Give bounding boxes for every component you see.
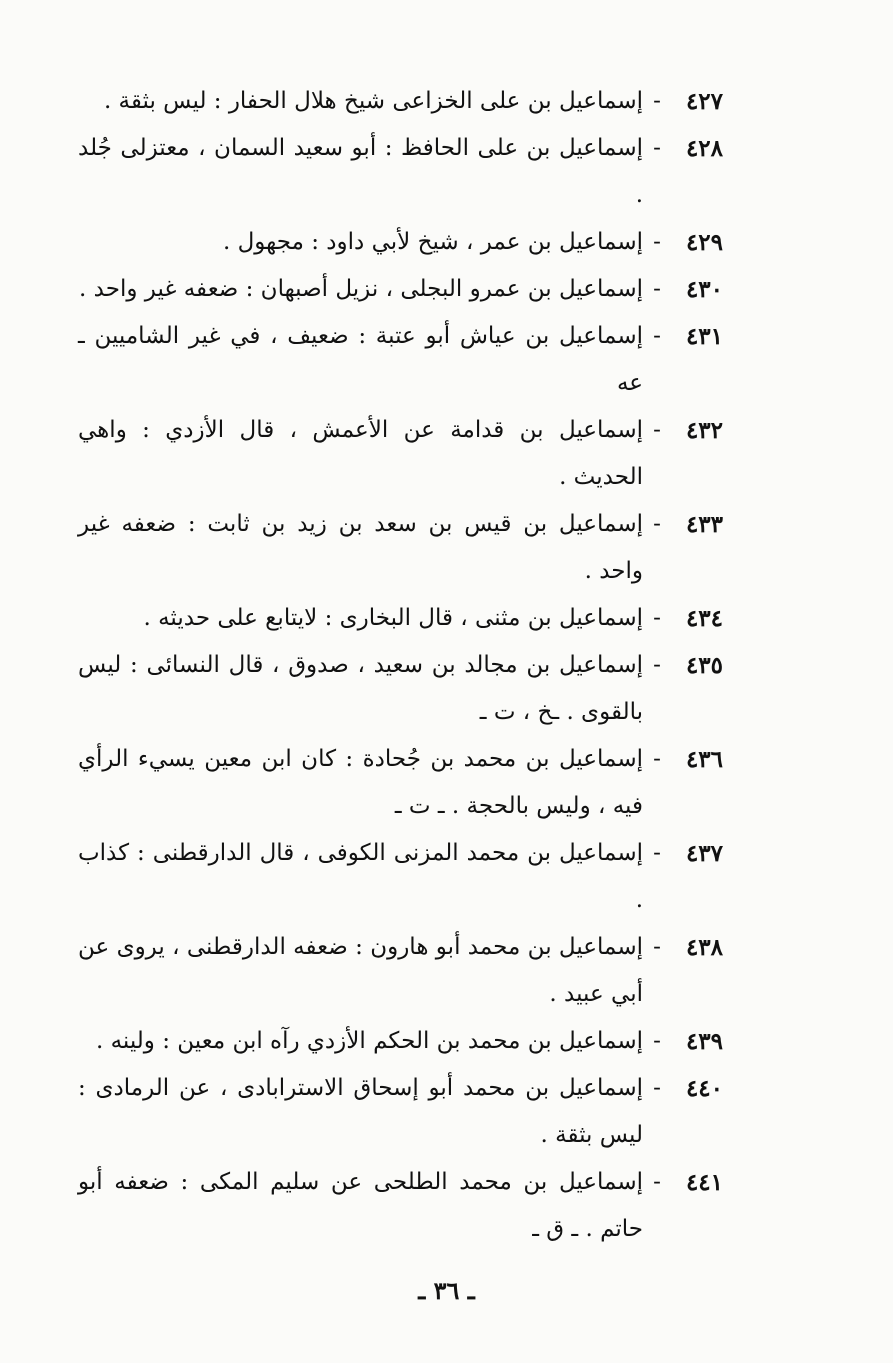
entry-row [78,266,723,313]
entry-list [78,78,723,1253]
page-number: ـ ٣٦ ـ [418,1276,475,1305]
entry-text: إسماعيل بن على الحافظ : أبو سعيد السمان ، معتزلى جُلد . [78,135,643,208]
entry-number: ٤٣٢ [685,417,723,444]
entry-number: ٤٣٦ [685,746,723,773]
entry-separator: - [653,135,661,161]
entry-text: إسماعيل بن عمرو البجلى ، نزيل أصبهان : ضعفه غير واحد . [79,276,643,302]
entry-row [78,830,723,924]
entry-number: ٤٣٠ [685,276,723,303]
entry-row [78,219,723,266]
entry-text: إسماعيل بن محمد بن الحكم الأزدي رآه ابن معين : ولينه . [95,1028,643,1054]
entry-separator: - [653,934,661,960]
entry-text: إسماعيل بن على الخزاعى شيخ هلال الحفار : ليس بثقة . [103,88,643,114]
entry-number: ٤٣٥ [685,652,723,679]
entry-row [78,1065,723,1159]
entry-text: إسماعيل بن مجالد بن سعيد ، صدوق ، قال النسائى : ليس بالقوى . ـخ ، ت ـ [78,652,643,725]
entry-separator: - [653,605,661,631]
entry-separator: - [653,652,661,678]
entry-text: إسماعيل بن عياش أبو عتبة : ضعيف ، في غير الشاميين ـ عه [78,323,643,396]
entry-separator: - [653,323,661,349]
entry-separator: - [653,276,661,302]
entry-separator: - [653,511,661,537]
entry-number: ٤٤٠ [685,1075,723,1102]
entry-number: ٤٢٩ [685,229,723,256]
entry-text: إسماعيل بن محمد المزنى الكوفى ، قال الدارقطنى : كذاب . [78,840,643,913]
entry-text: إسماعيل بن قيس بن سعد بن زيد بن ثابت : ضعفه غير واحد . [78,511,643,584]
entry-number: ٤٣٨ [685,934,723,961]
entry-row [78,1018,723,1065]
entry-row [78,78,723,125]
entry-separator: - [653,840,661,866]
entry-row [78,125,723,219]
entry-separator: - [653,746,661,772]
entry-row [78,313,723,407]
entry-row [78,736,723,830]
entry-text: إسماعيل بن محمد الطلحى عن سليم المكى : ضعفه أبو حاتم . ـ ق ـ [78,1169,643,1242]
entry-number: ٤٣٣ [685,511,723,538]
entry-number: ٤٤١ [685,1169,723,1196]
entry-text: إسماعيل بن محمد أبو هارون : ضعفه الدارقطنى ، يروى عن أبي عبيد . [78,934,643,1007]
entry-number: ٤٣٩ [685,1028,723,1055]
entry-separator: - [653,229,661,255]
entry-number: ٤٣١ [685,323,723,350]
entry-row [78,924,723,1018]
entry-row [78,1159,723,1253]
entry-separator: - [653,1075,661,1101]
entry-row [78,642,723,736]
entry-row [78,595,723,642]
entry-text: إسماعيل بن مثنى ، قال البخارى : لايتابع على حديثه . [143,605,643,631]
entry-text: إسماعيل بن عمر ، شيخ لأبي داود : مجهول . [222,229,643,255]
entry-number: ٤٣٤ [685,605,723,632]
entry-number: ٤٢٧ [685,88,723,115]
entry-number: ٤٣٧ [685,840,723,867]
entry-text: إسماعيل بن محمد أبو إسحاق الاسترابادى ، عن الرمادى : ليس بثقة . [78,1075,643,1148]
entry-separator: - [653,1169,661,1195]
entry-row [78,501,723,595]
entry-number: ٤٢٨ [685,135,723,162]
entry-separator: - [653,417,661,443]
entry-text: إسماعيل بن محمد بن جُحادة : كان ابن معين يسيء الرأي فيه ، وليس بالحجة . ـ ت ـ [78,746,643,819]
entry-row [78,407,723,501]
entry-separator: - [653,1028,661,1054]
entry-text: إسماعيل بن قدامة عن الأعمش ، قال الأزدي : واهي الحديث . [78,417,643,490]
entry-separator: - [653,88,661,114]
